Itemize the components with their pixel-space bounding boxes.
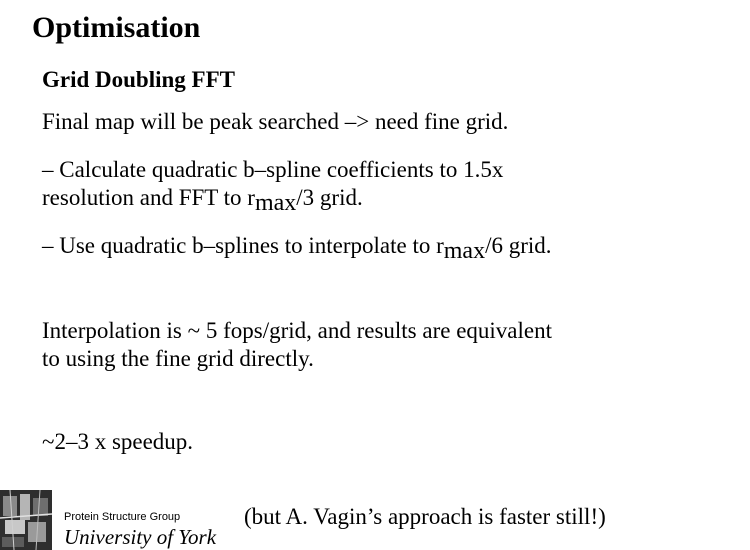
bullet-calculate-line1: – Calculate quadratic b–spline coefficients to 1.5x [42,157,504,182]
bullet-interpolate-post: /6 grid. [485,233,552,258]
university-crest-image [0,490,52,550]
slide-subtitle: Grid Doubling FFT [42,67,235,92]
r-max-subscript: max [443,238,486,264]
logo-university-name: University of York [64,525,217,549]
bullet-interpolate-pre: – Use quadratic b–splines to interpolate to r [42,233,444,258]
interpolation-line2: to using the fine grid directly. [42,346,314,371]
footnote: (but A. Vagin’s approach is faster still!) [244,504,606,529]
crest-picture-icon [0,490,52,550]
bullet-calculate-line2-post: /3 grid. [296,185,363,210]
bullet-interpolate [42,232,552,264]
bullet-calculate-line2-pre: resolution and FFT to r [42,185,255,210]
slide-title: Optimisation [32,11,201,44]
interpolation-line1: Interpolation is ~ 5 fops/grid, and results are equivalent [42,318,553,343]
r-max-subscript: max [254,190,297,216]
speedup-line: ~2–3 x speedup. [42,429,194,454]
logo-group-name: Protein Structure Group [64,511,181,523]
bullet-calculate-line2 [42,184,363,216]
final-map-line: Final map will be peak searched –> need fine grid. [42,109,509,134]
